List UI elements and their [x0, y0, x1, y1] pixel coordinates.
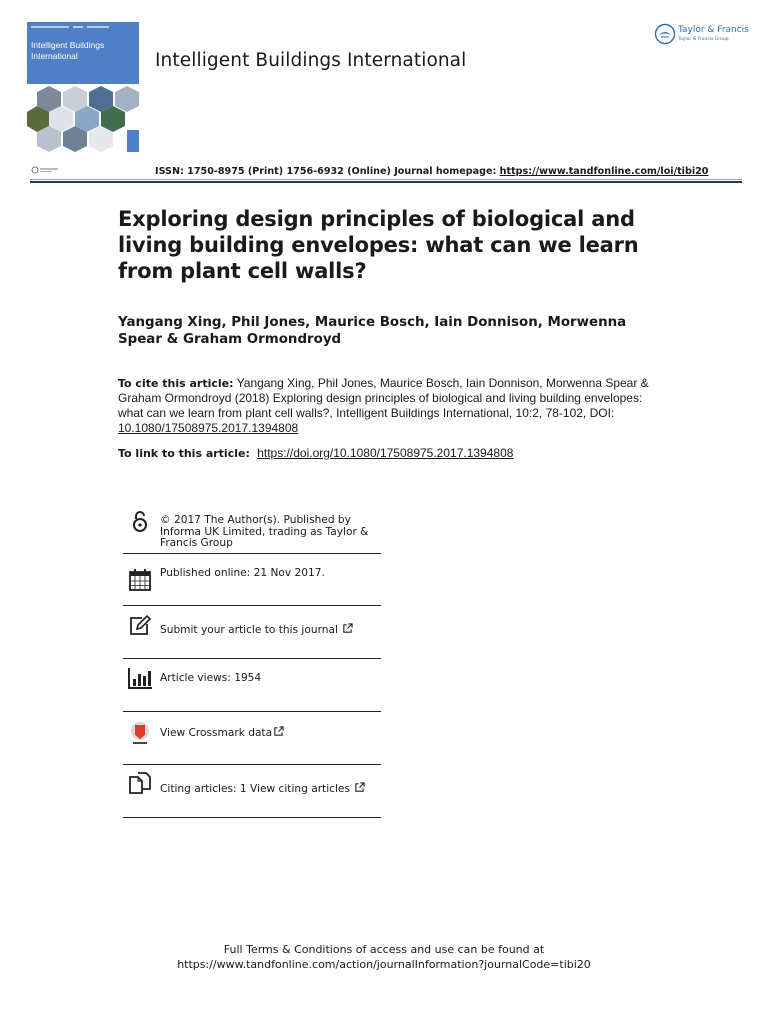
citation-text: Yangang Xing, Phil Jones, Maurice Bosch, Iain Donnison, Morwenna Spear & Graham Ormondroyd (2018) Exploring design principles of biological and living building envelopes: what can we learn from plant cell walls?, Intelligent Buildings International, 10:2, 78-102, DOI: [118, 376, 649, 420]
article-views-text: Article views: 1954 [160, 672, 262, 684]
open-access-row [123, 506, 381, 554]
calendar-icon [127, 567, 153, 593]
journal-title: Intelligent Buildings International [155, 50, 467, 71]
crossmark-icon [127, 720, 153, 746]
article-authors: Yangang Xing, Phil Jones, Maurice Bosch, Iain Donnison, Morwenna Spear & Graham Ormondroyd [118, 315, 627, 347]
footer-terms-url[interactable]: https://www.tandfonline.com/action/journalInformation?journalCode=tibi20 [177, 958, 591, 971]
crossmark-row[interactable] [123, 712, 381, 765]
journal-cover [27, 22, 139, 152]
cover-band [27, 22, 139, 86]
citation-block [118, 376, 658, 436]
publisher-name: Taylor & Francis [678, 25, 749, 35]
article-info-list [123, 506, 381, 818]
issn-line [155, 166, 708, 177]
submit-article-link[interactable] [160, 623, 382, 637]
bar-chart-icon [127, 665, 153, 691]
citing-articles-icon [127, 771, 153, 797]
external-link-icon [342, 623, 353, 634]
citation-doi-link[interactable]: 10.1080/17508975.2017.1394808 [118, 421, 299, 435]
header-divider-thin [30, 179, 742, 180]
footer-terms [0, 942, 768, 972]
open-access-icon [127, 509, 153, 535]
cover-meta-lines [31, 26, 135, 30]
copyright-text: © 2017 The Author(s). Published by Informa UK Limited, trading as Taylor & Francis Group [160, 514, 369, 549]
cover-illustration [27, 84, 139, 152]
publisher-logo-icon [654, 23, 676, 45]
issn-text: ISSN: 1750-8975 (Print) 1756-6932 (Online) Journal homepage: [155, 166, 500, 177]
crossmark-text: View Crossmark data [160, 727, 273, 739]
footer-terms-line: Full Terms & Conditions of access and use can be found at [223, 943, 545, 956]
publisher-logo[interactable] [654, 23, 749, 47]
crossmark-link[interactable] [160, 726, 382, 740]
published-date-text: Published online: 21 Nov 2017. [160, 567, 325, 579]
submit-article-text: Submit your article to this journal [160, 624, 338, 636]
citing-articles-link[interactable] [160, 782, 382, 796]
published-row [123, 554, 381, 606]
cover-title: Intelligent Buildings International [31, 40, 105, 61]
edit-icon [127, 612, 153, 638]
header-divider [30, 181, 742, 183]
citation-label: To cite this article: [118, 377, 234, 390]
external-link-icon [273, 726, 284, 737]
article-doi-link[interactable]: https://doi.org/10.1080/17508975.2017.1394808 [257, 446, 514, 460]
submit-row[interactable] [123, 606, 381, 659]
article-link-label: To link to this article: [118, 447, 250, 460]
small-publisher-logo-icon [31, 166, 61, 174]
external-link-icon [354, 782, 365, 793]
citing-row[interactable] [123, 765, 381, 818]
article-title: Exploring design principles of biological and living building envelopes: what can we learn from plant cell walls? [118, 207, 639, 283]
journal-homepage-link[interactable]: https://www.tandfonline.com/loi/tibi20 [499, 166, 709, 177]
publisher-tagline: Taylor & Francis Group [678, 37, 729, 42]
views-row [123, 659, 381, 712]
article-link-block [118, 446, 678, 460]
citing-articles-text: Citing articles: 1 View citing articles [160, 783, 350, 795]
